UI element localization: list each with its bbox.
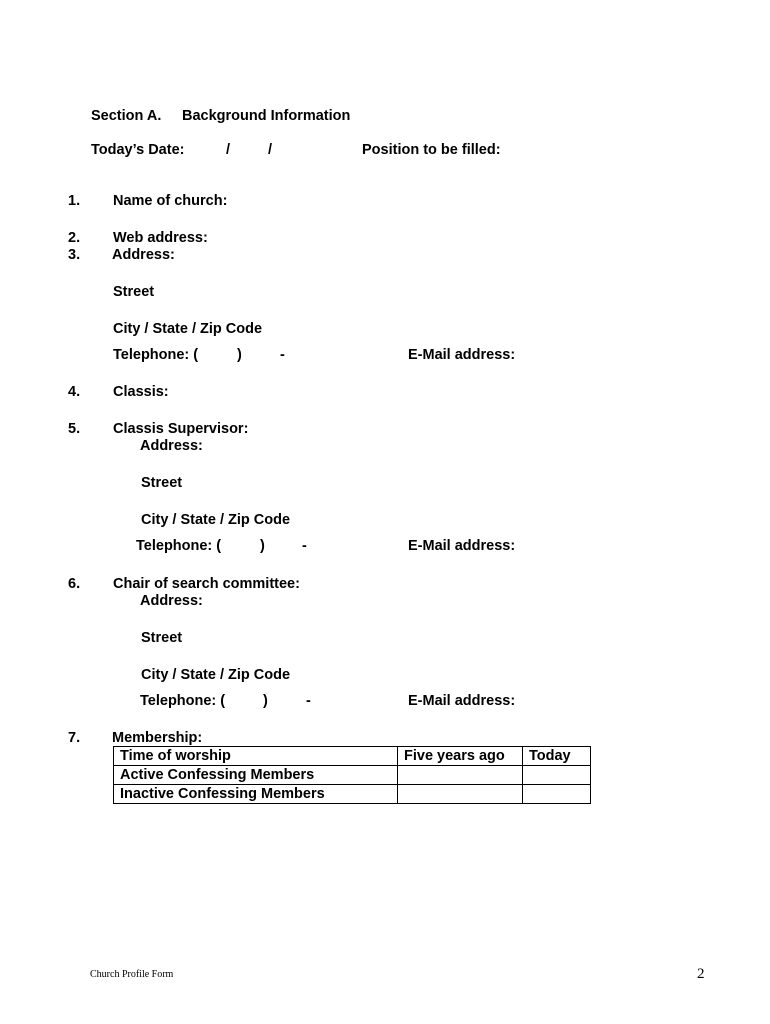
table-cell: Active Confessing Members bbox=[114, 766, 398, 785]
chair-street-label: Street bbox=[141, 630, 183, 646]
chair-label: Chair of search committee: bbox=[113, 576, 300, 592]
telephone-dash: - bbox=[280, 347, 285, 363]
telephone-paren: ) bbox=[237, 347, 242, 363]
table-cell[interactable] bbox=[523, 766, 591, 785]
telephone-dash: - bbox=[306, 693, 311, 709]
supervisor-telephone-label: Telephone: ( bbox=[136, 538, 222, 554]
table-cell[interactable] bbox=[523, 785, 591, 804]
telephone-paren: ) bbox=[263, 693, 268, 709]
church-street-label: Street bbox=[113, 284, 155, 300]
table-cell[interactable] bbox=[398, 785, 523, 804]
table-cell[interactable] bbox=[398, 766, 523, 785]
telephone-paren: ) bbox=[260, 538, 265, 554]
table-row bbox=[114, 785, 591, 804]
church-telephone-label: Telephone: ( bbox=[113, 347, 199, 363]
chair-city-label: City / State / Zip Code bbox=[141, 667, 291, 683]
classis-label: Classis: bbox=[113, 384, 169, 400]
table-cell: Inactive Confessing Members bbox=[114, 785, 398, 804]
church-address-label: Address: bbox=[112, 247, 175, 263]
item-number: 1. bbox=[68, 193, 81, 209]
item-number: 5. bbox=[68, 421, 81, 437]
table-header-cell: Five years ago bbox=[398, 747, 523, 766]
item-number: 6. bbox=[68, 576, 81, 592]
item-number: 7. bbox=[68, 730, 81, 746]
membership-table bbox=[113, 746, 591, 804]
supervisor-label: Classis Supervisor: bbox=[113, 421, 249, 437]
section-label: Section A. bbox=[91, 108, 162, 124]
membership-label: Membership: bbox=[112, 730, 203, 746]
date-separator: / bbox=[268, 142, 273, 158]
church-name-label: Name of church: bbox=[113, 193, 228, 209]
table-row bbox=[114, 766, 591, 785]
church-email-label: E-Mail address: bbox=[408, 347, 516, 363]
item-number: 2. bbox=[68, 230, 81, 246]
section-title: Background Information bbox=[182, 108, 351, 124]
supervisor-address-label: Address: bbox=[140, 438, 203, 454]
web-address-label: Web address: bbox=[113, 230, 208, 246]
chair-telephone-label: Telephone: ( bbox=[140, 693, 226, 709]
supervisor-street-label: Street bbox=[141, 475, 183, 491]
supervisor-email-label: E-Mail address: bbox=[408, 538, 516, 554]
date-label: Today’s Date: bbox=[91, 142, 185, 158]
table-header-cell: Today bbox=[523, 747, 591, 766]
chair-address-label: Address: bbox=[140, 593, 203, 609]
date-separator: / bbox=[226, 142, 231, 158]
item-number: 4. bbox=[68, 384, 81, 400]
item-number: 3. bbox=[68, 247, 81, 263]
supervisor-city-label: City / State / Zip Code bbox=[141, 512, 291, 528]
church-city-label: City / State / Zip Code bbox=[113, 321, 263, 337]
page-number: 2 bbox=[697, 966, 705, 982]
table-row bbox=[114, 747, 591, 766]
position-label: Position to be filled: bbox=[362, 142, 501, 158]
footer-form-name: Church Profile Form bbox=[90, 969, 174, 980]
chair-email-label: E-Mail address: bbox=[408, 693, 516, 709]
telephone-dash: - bbox=[302, 538, 307, 554]
table-header-cell: Time of worship bbox=[114, 747, 398, 766]
